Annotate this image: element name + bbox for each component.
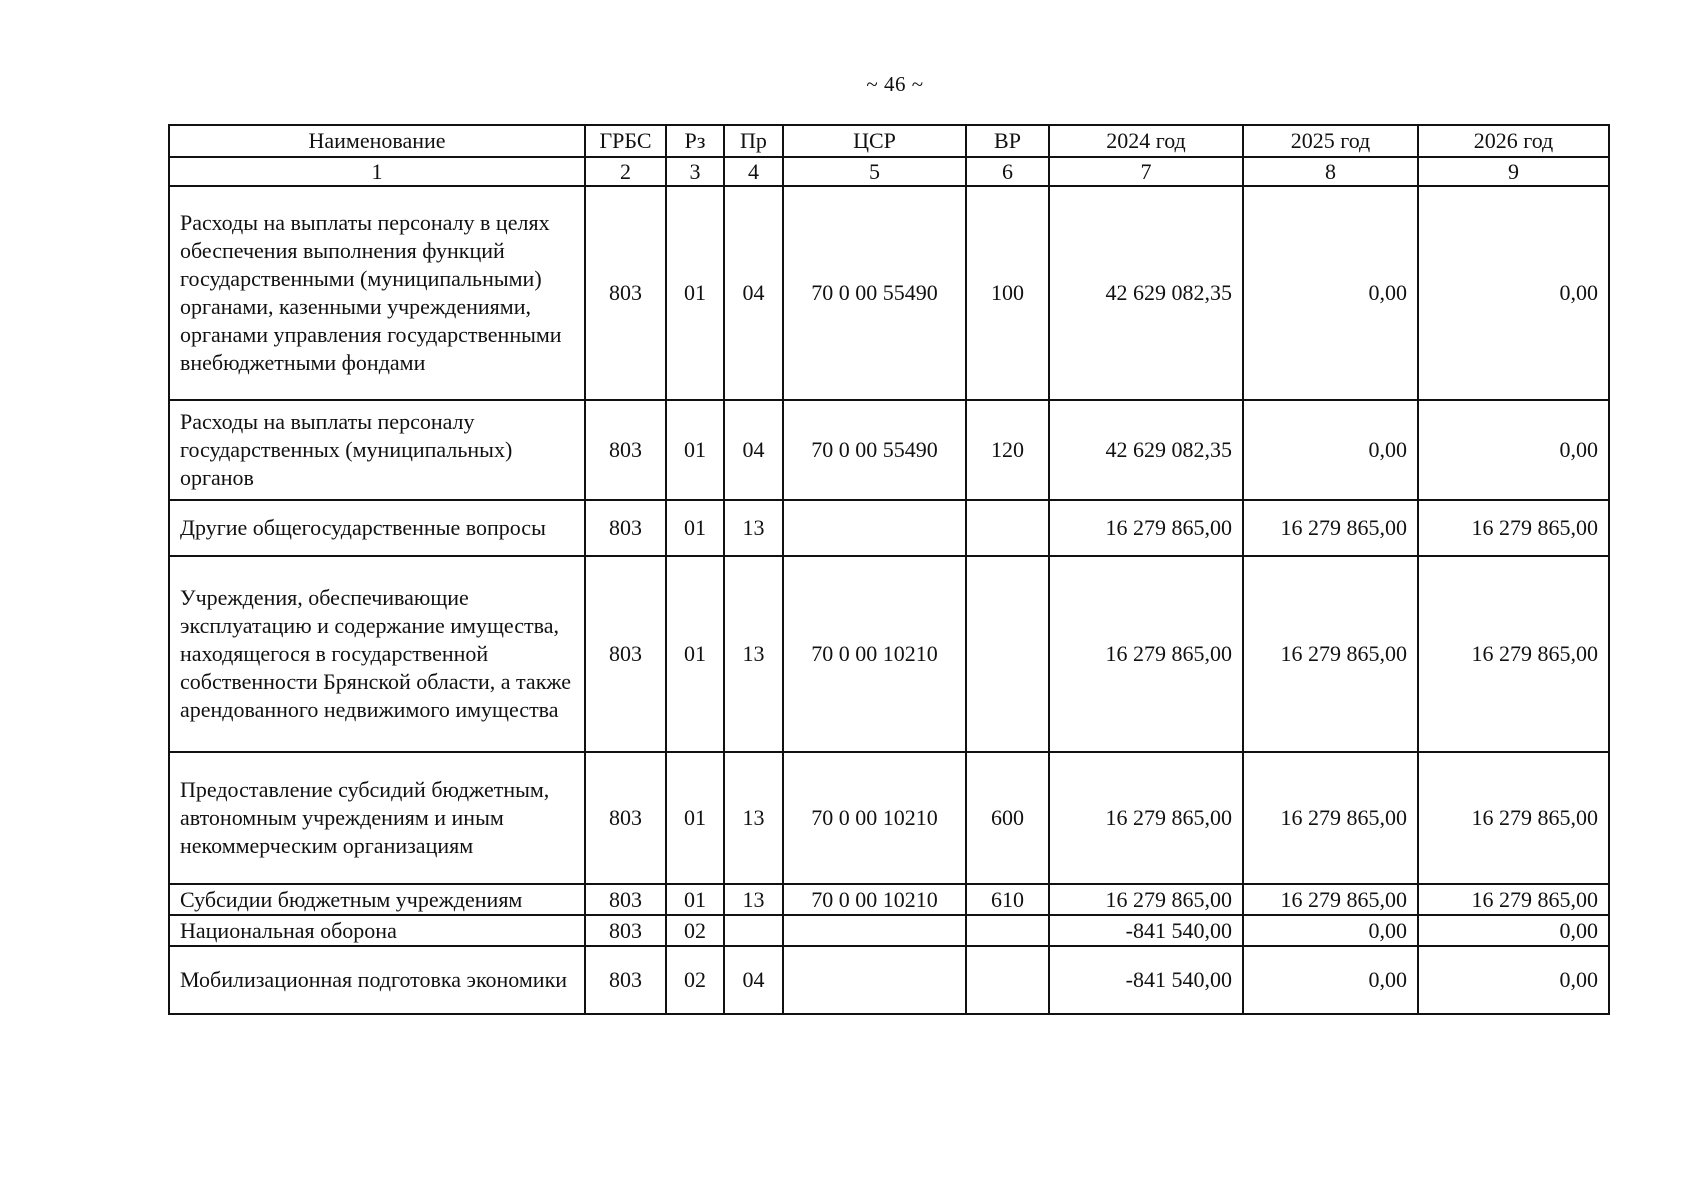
row-csr: 70 0 00 10210: [783, 556, 966, 752]
table-row: [169, 946, 1609, 1014]
row-name: Мобилизационная подготовка экономики: [169, 946, 585, 1014]
row-2024: 16 279 865,00: [1049, 752, 1243, 884]
column-number: 2: [585, 157, 666, 186]
row-csr: 70 0 00 10210: [783, 752, 966, 884]
row-2024: 16 279 865,00: [1049, 556, 1243, 752]
column-number: 6: [966, 157, 1049, 186]
row-name: Расходы на выплаты персоналу государственных (муниципальных) органов: [169, 400, 585, 500]
header-rz: Рз: [666, 125, 724, 157]
row-2025: 0,00: [1243, 915, 1418, 946]
row-pr: 13: [724, 500, 783, 556]
row-vr: [966, 556, 1049, 752]
row-2026: 16 279 865,00: [1418, 500, 1609, 556]
header-csr: ЦСР: [783, 125, 966, 157]
column-number: 8: [1243, 157, 1418, 186]
row-2025: 0,00: [1243, 400, 1418, 500]
table-row: [169, 556, 1609, 752]
row-csr: 70 0 00 55490: [783, 186, 966, 400]
row-2025: 16 279 865,00: [1243, 556, 1418, 752]
row-2024: 42 629 082,35: [1049, 186, 1243, 400]
row-pr: 13: [724, 884, 783, 915]
row-rz: 01: [666, 500, 724, 556]
row-vr: [966, 946, 1049, 1014]
row-pr: [724, 915, 783, 946]
row-2026: 0,00: [1418, 946, 1609, 1014]
row-vr: 600: [966, 752, 1049, 884]
row-name: Другие общегосударственные вопросы: [169, 500, 585, 556]
row-grbs: 803: [585, 946, 666, 1014]
row-vr: [966, 500, 1049, 556]
table-row: [169, 400, 1609, 500]
row-name: Расходы на выплаты персоналу в целях обеспечения выполнения функций государственными (муниципальными) органами, казенными учреждениями, органами управления государственными внебюджетными фондами: [169, 186, 585, 400]
row-rz: 01: [666, 186, 724, 400]
row-2026: 16 279 865,00: [1418, 884, 1609, 915]
row-grbs: 803: [585, 556, 666, 752]
column-number: 9: [1418, 157, 1609, 186]
row-grbs: 803: [585, 752, 666, 884]
row-2024: -841 540,00: [1049, 915, 1243, 946]
column-number-row: [169, 157, 1609, 186]
row-name: Субсидии бюджетным учреждениям: [169, 884, 585, 915]
table-row: [169, 752, 1609, 884]
header-vr: ВР: [966, 125, 1049, 157]
row-rz: 01: [666, 400, 724, 500]
row-2026: 0,00: [1418, 400, 1609, 500]
header-grbs: ГРБС: [585, 125, 666, 157]
row-2026: 0,00: [1418, 915, 1609, 946]
row-csr: [783, 946, 966, 1014]
table-row: [169, 186, 1609, 400]
header-2024: 2024 год: [1049, 125, 1243, 157]
row-csr: 70 0 00 55490: [783, 400, 966, 500]
header-2025: 2025 год: [1243, 125, 1418, 157]
header-2026: 2026 год: [1418, 125, 1609, 157]
row-pr: 04: [724, 946, 783, 1014]
row-2024: 16 279 865,00: [1049, 500, 1243, 556]
row-grbs: 803: [585, 500, 666, 556]
row-2024: -841 540,00: [1049, 946, 1243, 1014]
row-csr: [783, 915, 966, 946]
row-csr: 70 0 00 10210: [783, 884, 966, 915]
row-2025: 0,00: [1243, 186, 1418, 400]
row-vr: [966, 915, 1049, 946]
row-name: Учреждения, обеспечивающие эксплуатацию и содержание имущества, находящегося в государственной собственности Брянской области, а также арендованного недвижимого имущества: [169, 556, 585, 752]
page-number: ~ 46 ~: [866, 72, 924, 96]
row-vr: 120: [966, 400, 1049, 500]
column-number: 7: [1049, 157, 1243, 186]
row-2025: 16 279 865,00: [1243, 884, 1418, 915]
row-rz: 01: [666, 884, 724, 915]
row-2026: 16 279 865,00: [1418, 752, 1609, 884]
row-rz: 01: [666, 752, 724, 884]
row-grbs: 803: [585, 400, 666, 500]
row-csr: [783, 500, 966, 556]
column-number: 1: [169, 157, 585, 186]
row-grbs: 803: [585, 884, 666, 915]
row-2024: 16 279 865,00: [1049, 884, 1243, 915]
table-row: [169, 884, 1609, 915]
row-pr: 04: [724, 400, 783, 500]
row-vr: 100: [966, 186, 1049, 400]
row-vr: 610: [966, 884, 1049, 915]
row-2026: 0,00: [1418, 186, 1609, 400]
row-pr: 04: [724, 186, 783, 400]
column-number: 4: [724, 157, 783, 186]
row-rz: 02: [666, 915, 724, 946]
row-2025: 0,00: [1243, 946, 1418, 1014]
column-number: 3: [666, 157, 724, 186]
table-row: [169, 915, 1609, 946]
header-row: [169, 125, 1609, 157]
row-2025: 16 279 865,00: [1243, 752, 1418, 884]
row-pr: 13: [724, 556, 783, 752]
row-2025: 16 279 865,00: [1243, 500, 1418, 556]
row-rz: 01: [666, 556, 724, 752]
row-name: Предоставление субсидий бюджетным, автономным учреждениям и иным некоммерческим организациям: [169, 752, 585, 884]
header-pr: Пр: [724, 125, 783, 157]
budget-table: [168, 124, 1610, 1015]
header-name: Наименование: [169, 125, 585, 157]
row-grbs: 803: [585, 186, 666, 400]
row-pr: 13: [724, 752, 783, 884]
row-grbs: 803: [585, 915, 666, 946]
row-name: Национальная оборона: [169, 915, 585, 946]
column-number: 5: [783, 157, 966, 186]
row-2024: 42 629 082,35: [1049, 400, 1243, 500]
row-2026: 16 279 865,00: [1418, 556, 1609, 752]
table-row: [169, 500, 1609, 556]
row-rz: 02: [666, 946, 724, 1014]
